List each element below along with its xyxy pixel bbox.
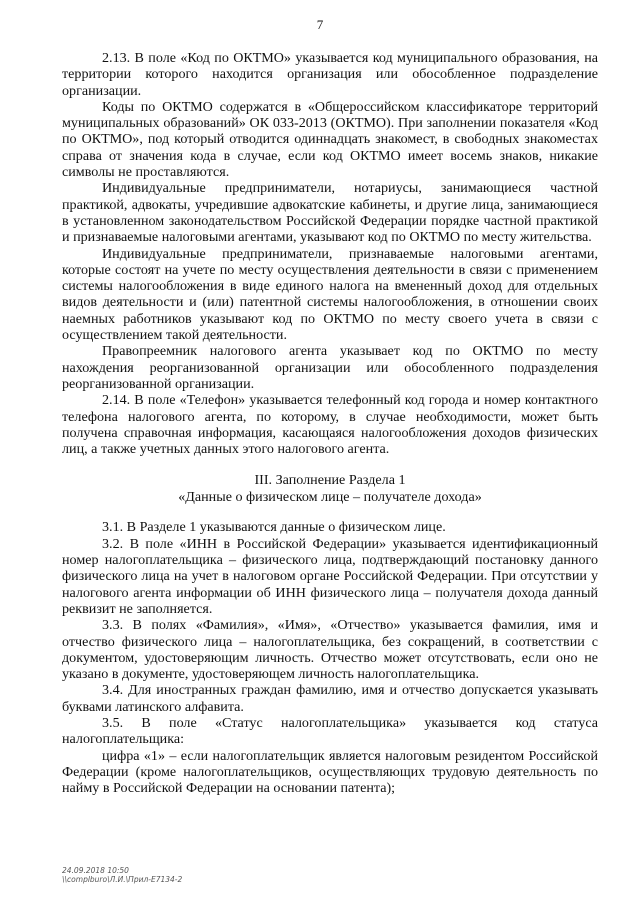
paragraph-envd-patent: Индивидуальные предприниматели, признаваемые налоговыми агентами, которые состоят на учете по месту осуществления деятельности в связи с применением системы налогообложения в виде единого налога на вмененный доход для отдельных видов деятельности и (или) патентной системы налогообложения, в отношении своих наемных работников указывают код по ОКТМО по месту своего учета в связи с осуществлением такой деятельности.: [62, 245, 598, 344]
footer-stamp: [62, 866, 182, 884]
footer-file-path: \\complburo\Л.И.\Прил-Е7134-2: [62, 875, 183, 884]
paragraph-oktmo-codes: Коды по ОКТМО содержатся в «Общероссийском классификаторе территорий муниципальных образований» ОК 033-2013 (ОКТМО). При заполнении показателя «Код по ОКТМО», под который отводится одиннадцать знакомест, в свободных знакоместах справа от значения кода в случае, если код ОКТМО имеет восемь знаков, никакие символы не проставляются.: [62, 98, 598, 181]
paragraph-3-5: 3.5. В поле «Статус налогоплательщика» указывается код статуса налогоплательщика:: [62, 714, 598, 748]
paragraph-status-1: цифра «1» – если налогоплательщик является налоговым резидентом Российской Федерации (кроме налогоплательщиков, осуществляющих трудовую деятельность по найму в Российской Федерации на основании патента);: [62, 747, 598, 797]
paragraph-2-14: 2.14. В поле «Телефон» указывается телефонный код города и номер контактного телефона налогового агента, по которому, в случае необходимости, может быть получена справочная информация, касающаяся налогообложения доходов физических лиц, а также учетных данных этого налогового агента.: [62, 392, 598, 458]
document-body: [62, 50, 598, 796]
paragraph-3-4: 3.4. Для иностранных граждан фамилию, имя и отчество допускается указывать буквами латинского алфавита.: [62, 682, 598, 715]
paragraph-2-13: 2.13. В поле «Код по ОКТМО» указывается код муниципального образования, на территории которого находится организация или обособленное подразделение организации.: [62, 50, 598, 99]
section-title: III. Заполнение Раздела 1: [254, 472, 406, 489]
paragraph-3-3: 3.3. В полях «Фамилия», «Имя», «Отчество» указывается фамилия, имя и отчество физического лица – налогоплательщика, без сокращений, в соответствии с документом, удостоверяющим личность. Отчество может отсутствовать, если оно не указано в документе, удостоверяющем личность налогоплательщика.: [62, 617, 598, 683]
section-heading: [62, 472, 598, 505]
paragraph-successor: Правопреемник налогового агента указывает код по ОКТМО по месту нахождения реорганизованной организации или обособленного подразделения реорганизованной организации.: [62, 343, 598, 392]
section-subtitle: «Данные о физическом лице – получателе дохода»: [178, 488, 482, 505]
paragraph-individual-entrepreneurs: Индивидуальные предприниматели, нотариусы, занимающиеся частной практикой, адвокаты, учредившие адвокатские кабинеты, и другие лица, занимающиеся в установленном законодательством Российской Федерации порядке частной практикой и признаваемые налоговыми агентами, указывают код по ОКТМО по месту жительства.: [62, 180, 598, 246]
paragraph-3-1: 3.1. В Разделе 1 указываются данные о физическом лице.: [102, 519, 446, 536]
footer-timestamp: 24.09.2018 10:50: [62, 866, 129, 875]
page-number: 7: [316, 17, 324, 32]
paragraph-3-2: 3.2. В поле «ИНН в Российской Федерации» указывается идентификационный номер налогоплательщика – физического лица, подтверждающий постановку данного физического лица на учет в налоговом органе Российской Федерации. При отсутствии у налогового агента информации об ИНН физического лица – получателя дохода данный реквизит не заполняется.: [62, 535, 598, 617]
